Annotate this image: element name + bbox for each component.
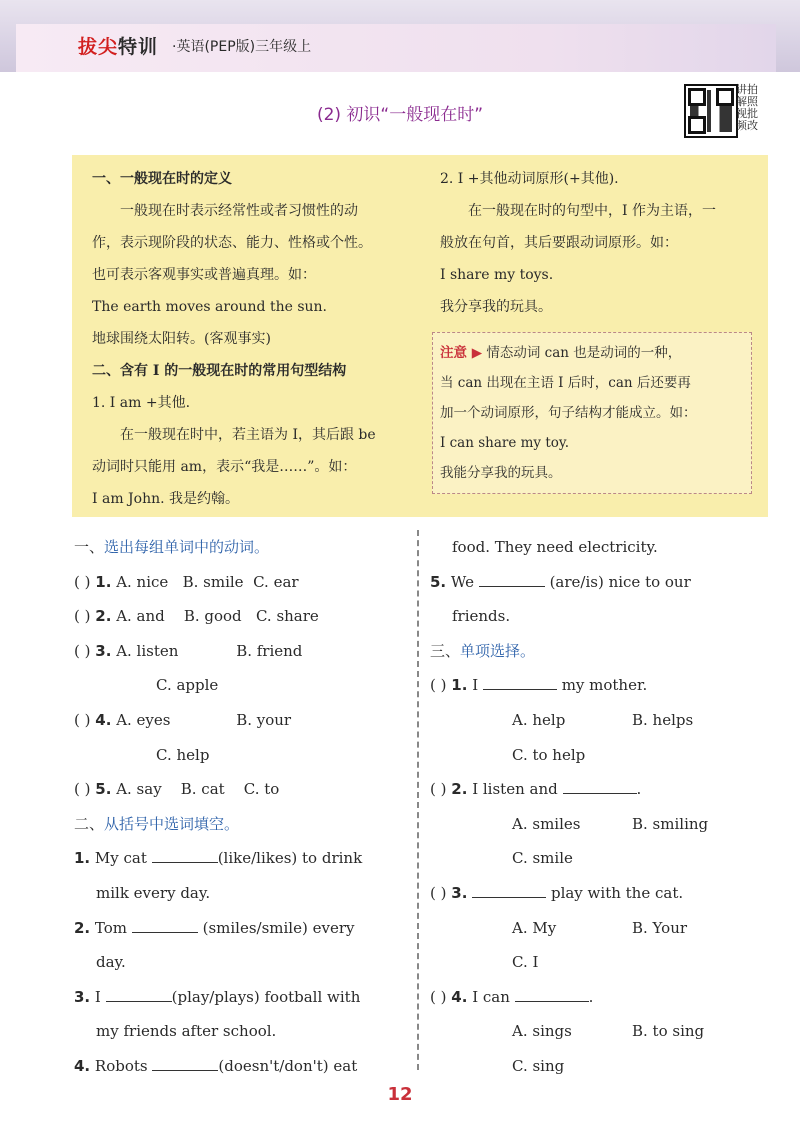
answer-blank[interactable]: [472, 896, 546, 898]
s3-question-2-option-c: C. smile: [512, 849, 573, 868]
notes-example-en: The earth moves around the sun.: [92, 299, 327, 315]
notes-heading-structure: 二、含有 I 的一般现在时的常用句型结构: [92, 363, 347, 379]
lesson-title: (2) 初识“一般现在时”: [316, 105, 484, 125]
brand-logo: 拔尖特训: [78, 36, 159, 58]
answer-blank[interactable]: [106, 1000, 172, 1002]
notes-heading-definition: 一、一般现在时的定义: [92, 171, 232, 187]
column-divider: [417, 530, 419, 1070]
answer-blank[interactable]: [152, 1069, 218, 1071]
notes-text: 一般现在时表示经常性或者习惯性的动: [120, 203, 358, 219]
answer-blank[interactable]: [563, 792, 637, 794]
s3-question-1-option-c: C. to help: [512, 745, 586, 764]
attention-label: 注意 ▶: [440, 345, 483, 361]
notes-text: 也可表示客观事实或普遍真理。如：: [92, 267, 316, 283]
answer-blank[interactable]: [132, 931, 198, 933]
book-title: ·英语(PEP版)三年级上: [172, 39, 312, 55]
s3-question-1: ( ) 1. I my mother.: [430, 676, 648, 695]
s2-question-3: 3. I (play/plays) football with: [74, 987, 361, 1006]
attention-text: 注意 ▶ 情态动词 can 也是动词的一种， 当 can 出现在主语 I 后时，can 后还要再 加一个动词原形，句子结构才能成立。如： I can share my toy. 我能分享我的玩具。: [440, 345, 697, 481]
page-number: 12: [387, 1084, 413, 1105]
exercise-left-column: [74, 530, 404, 1084]
section-2-heading: 二、从括号中选词填空。: [74, 814, 240, 833]
section-3-heading: 三、单项选择。: [430, 641, 536, 660]
s1-question-1: ( ) 1. A. nice B. smile C. ear: [74, 572, 299, 591]
s1-question-3: ( ) 3. A. listen B. friend: [74, 641, 303, 660]
notes-structure-2: 2. I +其他动词原形(+其他).: [440, 171, 619, 187]
answer-blank[interactable]: [515, 1000, 589, 1002]
s3-question-2-options: A. smiles B. smiling: [512, 814, 709, 833]
s2-question-1-cont: milk every day.: [96, 883, 211, 902]
s2-question-1: 1. My cat (like/likes) to drink: [74, 849, 363, 868]
s1-question-4-option-c: C. help: [156, 745, 210, 764]
s2-question-3-cont: my friends after school.: [96, 1022, 277, 1041]
notes-example-cn: 我分享我的玩具。: [440, 299, 552, 315]
s3-question-2: ( ) 2. I listen and .: [430, 780, 642, 799]
s3-question-3-options: A. My B. Your: [512, 918, 688, 937]
s3-question-4-options: A. sings B. to sing: [512, 1022, 705, 1041]
s2-question-4: 4. Robots (doesn't/don't) eat: [74, 1056, 358, 1075]
s2-question-2-cont: day.: [96, 953, 126, 972]
s2-question-5-cont: friends.: [452, 607, 511, 626]
s1-question-4: ( ) 4. A. eyes B. your: [74, 710, 292, 729]
section-1-heading: 一、选出每组单词中的动词。: [74, 538, 270, 556]
s2-question-4-cont: food. They need electricity.: [452, 538, 658, 556]
s1-question-2: ( ) 2. A. and B. good C. share: [74, 607, 319, 626]
s3-question-4-option-c: C. sing: [512, 1056, 565, 1075]
s1-question-3-option-c: C. apple: [156, 676, 219, 695]
answer-blank[interactable]: [483, 688, 557, 690]
qr-caption: 讲拍 解照 视批 频改: [736, 83, 758, 132]
notes-text: 在一般现在时中，若主语为 I，其后跟 be: [120, 427, 376, 443]
notes-text: 在一般现在时的句型中，I 作为主语，一: [468, 203, 716, 219]
exercise-right-column: [430, 530, 770, 1084]
answer-blank[interactable]: [479, 585, 545, 587]
notes-structure-1: 1. I am +其他.: [92, 395, 191, 411]
answer-blank[interactable]: [152, 861, 218, 863]
s2-question-2: 2. Tom (smiles/smile) every: [74, 918, 355, 937]
notes-text: 般放在句首，其后要跟动词原形。如：: [440, 235, 678, 251]
qr-code-icon[interactable]: [684, 84, 738, 138]
s3-question-4: ( ) 4. I can .: [430, 987, 594, 1006]
s3-question-3-option-c: C. I: [512, 953, 539, 972]
notes-left-column: [92, 163, 410, 515]
notes-right-column: [440, 163, 756, 323]
s3-question-1-options: A. help B. helps: [512, 710, 694, 729]
notes-example-cn: 地球围绕太阳转。(客观事实): [92, 331, 271, 347]
s3-question-3: ( ) 3. play with the cat.: [430, 883, 684, 902]
notes-text: 动词时只能用 am，表示“我是……”。如：: [92, 459, 357, 475]
notes-example-en: I share my toys.: [440, 267, 554, 283]
notes-text: 作，表示现阶段的状态、能力、性格或个性。: [92, 235, 372, 251]
notes-example: I am John. 我是约翰。: [92, 491, 240, 507]
s1-question-5: ( ) 5. A. say B. cat C. to: [74, 780, 280, 799]
s2-question-5: 5. We (are/is) nice to our: [430, 572, 691, 591]
